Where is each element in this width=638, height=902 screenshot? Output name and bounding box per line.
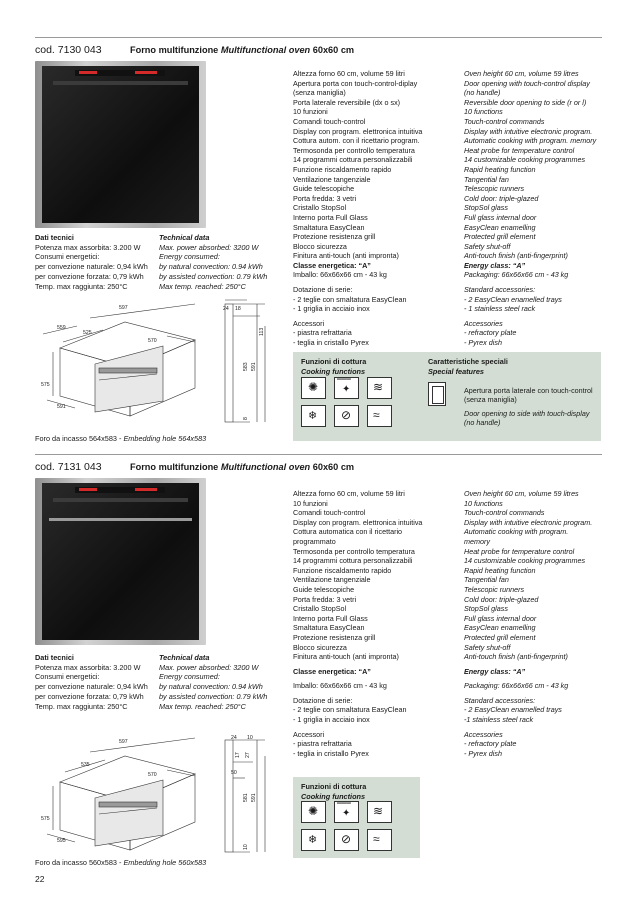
tech-heading: Dati tecnici <box>35 233 74 242</box>
spec-line: Touch-control commands <box>464 116 545 126</box>
spec-line: Energy class: “A” <box>464 260 526 270</box>
spec-line: Imballo: 66x66x66 cm - 43 kg <box>293 270 387 280</box>
dim-label: 10 <box>243 844 249 850</box>
tech-data-it <box>35 233 148 291</box>
dim-label: 24 <box>223 306 229 312</box>
oven-image <box>35 478 206 645</box>
dim-label: 113 <box>259 327 265 336</box>
spec-line: Smaltatura EasyClean <box>293 623 365 633</box>
spec-line: Interno porta Full Glass <box>293 212 368 222</box>
title-italic: Multifunctional oven <box>220 45 311 55</box>
top-rule <box>35 37 602 38</box>
panel-title: Funzioni di cottura <box>301 357 367 366</box>
dim-label: 570 <box>148 772 157 778</box>
spec-line: Display with intuitive electronic program. <box>464 126 593 136</box>
spec-line: Packaging: 66x66x66 cm - 43 kg <box>464 270 569 280</box>
spec-line: Ventilazione tangenziale <box>293 575 371 585</box>
spec-line: Classe energetica: “A” <box>293 260 371 270</box>
spec-line: Protezione resistenza grill <box>293 232 376 242</box>
tech-line: Max. power absorbed: 3200 W <box>159 662 259 672</box>
section-rule <box>35 454 602 455</box>
spec-line: Accessori <box>293 729 325 739</box>
spec-line: - piastra refrattaria <box>293 328 352 338</box>
spec-line: 14 programmi cottura personalizzabili <box>293 556 413 566</box>
spec-line: Display con program. elettronica intuitiva <box>293 517 423 527</box>
spec-line: Cold door: triple-glazed <box>464 594 539 604</box>
spec-line: Accessori <box>293 318 325 328</box>
spec-line: Heat probe for temperature control <box>464 145 575 155</box>
spec-line: Porta fredda: 3 vetri <box>293 193 357 203</box>
caption-en: Embedding hole 560x583 <box>123 858 207 867</box>
fan-icon: ✺ <box>301 801 326 823</box>
spec-line: Imballo: 66x66x66 cm - 43 kg <box>293 681 387 691</box>
tech-line: per convezione forzata: 0,79 kWh <box>35 271 144 281</box>
feature-line: (no handle) <box>464 418 501 428</box>
spec-line: - teglia in cristallo Pyrex <box>293 338 369 348</box>
dim-label: 535 <box>81 762 90 768</box>
dim-label: 17 <box>235 752 241 758</box>
spec-line: Apertura porta con touch-control-diplay <box>293 78 418 88</box>
spec-line: - piastra refrattaria <box>293 739 352 749</box>
dim-label: 591 <box>57 404 66 410</box>
dim-label: 597 <box>119 739 128 745</box>
spec-line: Automatic cooking with program. <box>464 527 569 537</box>
spec-line: - 2 teglie con smaltatura EasyClean <box>293 705 407 715</box>
title-prefix: Forno multifunzione <box>130 462 221 472</box>
spec-line: - 2 teglie con smaltatura EasyClean <box>293 294 407 304</box>
spec-line: Energy class: “A” <box>464 666 526 676</box>
panel-title: Funzioni di cottura <box>301 782 367 791</box>
spec-line: StopSol glass <box>464 604 508 614</box>
spec-line: Protected grill element <box>464 632 536 642</box>
panel-title: Caratteristiche speciali <box>428 357 508 366</box>
tech-line: Temp. max raggiunta: 250°C <box>35 701 128 711</box>
spec-line: - Pyrex dish <box>464 338 502 348</box>
tech-line: per convezione naturale: 0,94 kWh <box>35 682 148 692</box>
control-display <box>75 487 165 493</box>
tech-data-en <box>159 653 267 711</box>
spec-line: Display with intuitive electronic program. <box>464 517 593 527</box>
spec-line: Blocco sicurezza <box>293 642 347 652</box>
dim-label: 597 <box>119 305 128 311</box>
spec-line: Full glass internal door <box>464 212 537 222</box>
convection-waves-icon: ≋ <box>367 801 392 823</box>
spec-line: Reversible door opening to side (r or l) <box>464 97 587 107</box>
feature-line: Door opening to side with touch-display <box>464 408 590 418</box>
thermometer-grill-icon: ▔▔▔ ✦ <box>334 801 359 823</box>
spec-line: -1 stainless steel rack <box>464 715 534 725</box>
tech-line: Max. power absorbed: 3200 W <box>159 242 259 252</box>
spec-line: - 1 griglia in acciaio inox <box>293 304 370 314</box>
spec-line: Tangential fan <box>464 575 509 585</box>
spec-en <box>464 69 596 348</box>
convection-waves-icon: ≋ <box>367 377 392 399</box>
spec-line: EasyClean enamelling <box>464 623 536 633</box>
spec-line: Protezione resistenza grill <box>293 632 376 642</box>
spec-line: 14 programmi cottura personalizzabili <box>293 155 413 165</box>
spec-line: Cristallo StopSol <box>293 203 347 213</box>
spec-line: - refractory plate <box>464 328 517 338</box>
product-title <box>130 462 354 472</box>
spec-line: Porta fredda: 3 vetri <box>293 594 357 604</box>
dim-label: 591 <box>251 793 257 802</box>
spec-line: Safety shut-off <box>464 642 511 652</box>
spec-line: programmato <box>293 536 336 546</box>
defrost-icon: ❄ <box>301 829 326 851</box>
dim-label: 8 <box>243 417 249 420</box>
spec-line: Blocco sicurezza <box>293 241 347 251</box>
dim-label: 525 <box>83 330 92 336</box>
spec-line: Accessories <box>464 729 503 739</box>
caption-it: Foro da incasso 560x583 - <box>35 858 124 867</box>
spec-line: Guide telescopiche <box>293 184 355 194</box>
spec-line: Dotazione di serie: <box>293 285 353 295</box>
tech-heading: Technical data <box>159 653 210 662</box>
spec-en <box>464 489 592 758</box>
tech-line: by assisted convection: 0.79 kWh <box>159 271 268 281</box>
spec-line: Full glass internal door <box>464 613 537 623</box>
spec-line: Finitura anti-touch (anti impronta) <box>293 251 399 261</box>
spec-line: Display con program. elettronica intuitiva <box>293 126 423 136</box>
spec-line: Accessories <box>464 318 503 328</box>
spec-line: Dotazione di serie: <box>293 695 353 705</box>
title-suffix: 60x60 cm <box>310 45 355 55</box>
spec-line: Anti-touch finish (anti-fingerprint) <box>464 652 568 662</box>
tech-line: by natural convection: 0.94 kWh <box>159 682 263 692</box>
title-prefix: Forno multifunzione <box>130 45 221 55</box>
spec-line: memory <box>464 536 490 546</box>
spec-line: 14 customizable cooking programmes <box>464 556 586 566</box>
steam-waves-icon: ≈ <box>367 405 392 427</box>
product-title <box>130 45 354 55</box>
feature-line: Apertura porta laterale con touch-control <box>464 386 593 395</box>
spec-line: Cold door: triple-glazed <box>464 193 539 203</box>
embedding-caption <box>35 434 206 443</box>
rapid-heat-icon: ⊘ <box>334 405 359 427</box>
dim-label: 583 <box>243 362 249 371</box>
spec-line: Cottura automatica con il ricettario <box>293 527 403 537</box>
spec-line: Standard accessories: <box>464 285 536 295</box>
caption-it: Foro da incasso 564x583 - <box>35 434 124 443</box>
dim-label: 27 <box>245 752 251 758</box>
tech-line: Energy consumed: <box>159 672 220 682</box>
spec-line: Packaging: 66x66x66 cm - 43 kg <box>464 681 569 691</box>
tech-data-en <box>159 233 267 291</box>
tech-line: Potenza max assorbita: 3.200 W <box>35 242 141 252</box>
dim-label: 575 <box>41 816 50 822</box>
spec-it <box>293 489 422 758</box>
spec-line: Door opening with touch-control display <box>464 78 590 88</box>
caption-en: Embedding hole 564x583 <box>123 434 207 443</box>
spec-line: - 1 stainless steel rack <box>464 304 536 314</box>
tech-line: by natural convection: 0.94 kWh <box>159 262 263 272</box>
spec-line: Funzione riscaldamento rapido <box>293 565 392 575</box>
spec-line: EasyClean enamelling <box>464 222 536 232</box>
spec-line: Rapid heating function <box>464 164 536 174</box>
panel-title-en: Cooking functions <box>301 366 366 376</box>
spec-line: Anti-touch finish (anti-fingerprint) <box>464 251 568 261</box>
spec-line: Touch-control commands <box>464 508 545 518</box>
tech-line: Potenza max assorbita: 3.200 W <box>35 662 141 672</box>
tech-line: Max temp. reached: 250°C <box>159 701 246 711</box>
fan-icon: ✺ <box>301 377 326 399</box>
spec-line: Automatic cooking with program. memory <box>464 136 597 146</box>
spec-line: 14 customizable cooking programmes <box>464 155 586 165</box>
dim-label: 581 <box>243 793 249 802</box>
tech-line: Consumi energetici: <box>35 672 100 682</box>
steam-waves-icon: ≈ <box>367 829 392 851</box>
handle <box>49 518 192 521</box>
spec-line: Standard accessories: <box>464 695 536 705</box>
spec-line: - teglia in cristallo Pyrex <box>293 748 369 758</box>
spec-line: 10 funzioni <box>293 107 328 117</box>
spec-line: Oven height 60 cm, volume 59 litres <box>464 69 579 78</box>
spec-line: Classe energetica: “A” <box>293 666 371 676</box>
tech-heading: Dati tecnici <box>35 653 74 662</box>
defrost-icon: ❄ <box>301 405 326 427</box>
title-suffix: 60x60 cm <box>310 462 355 472</box>
rapid-heat-icon: ⊘ <box>334 829 359 851</box>
spec-line: Termosonda per controllo temperatura <box>293 546 415 556</box>
spec-line: Altezza forno 60 cm, volume 59 litri <box>293 489 405 498</box>
side-door-icon <box>428 382 446 406</box>
title-italic: Multifunctional oven <box>220 462 311 472</box>
spec-line: (no handle) <box>464 88 501 98</box>
spec-line: Comandi touch-control <box>293 116 366 126</box>
spec-line: Smaltatura EasyClean <box>293 222 365 232</box>
spec-line: Guide telescopiche <box>293 584 355 594</box>
tech-line: Energy consumed: <box>159 252 220 262</box>
spec-line: Telescopic runners <box>464 584 525 594</box>
product-code: cod. 7130 043 <box>35 44 102 56</box>
special-features-panel <box>420 352 601 441</box>
spec-line: Comandi touch-control <box>293 508 366 518</box>
product-code: cod. 7131 043 <box>35 461 102 473</box>
spec-line: Tangential fan <box>464 174 509 184</box>
spec-line: Cottura autom. con il ricettario program. <box>293 136 420 146</box>
tech-line: by assisted convection: 0.79 kWh <box>159 691 268 701</box>
dim-label: 591 <box>251 362 257 371</box>
control-display <box>75 70 165 76</box>
spec-line: Finitura anti-touch (anti impronta) <box>293 652 399 662</box>
spec-line: Rapid heating function <box>464 565 536 575</box>
spec-line: Oven height 60 cm, volume 59 litres <box>464 489 579 498</box>
spec-line: Telescopic runners <box>464 184 525 194</box>
spec-line: Porta laterale reversibile (dx o sx) <box>293 97 401 107</box>
spec-line: StopSol glass <box>464 203 508 213</box>
spec-line: - 2 EasyClean enamelled trays <box>464 294 562 304</box>
spec-line: - 1 griglia in acciaio inox <box>293 715 370 725</box>
spec-line: - refractory plate <box>464 739 517 749</box>
spec-line: Termosonda per controllo temperatura <box>293 145 415 155</box>
dim-label: 10 <box>247 735 253 741</box>
thermometer-grill-icon: ▔▔▔ ✦ <box>334 377 359 399</box>
spec-line: - Pyrex dish <box>464 748 502 758</box>
spec-line: Interno porta Full Glass <box>293 613 368 623</box>
panel-title-en: Special features <box>428 366 484 376</box>
spec-line: (senza maniglia) <box>293 88 346 98</box>
spec-line: Ventilazione tangenziale <box>293 174 371 184</box>
oven-image <box>35 61 206 228</box>
tech-line: per convezione naturale: 0,94 kWh <box>35 262 148 272</box>
tech-heading: Technical data <box>159 233 210 242</box>
dimension-drawing <box>35 732 275 856</box>
panel-title-en: Cooking functions <box>301 791 366 801</box>
spec-line: Funzione riscaldamento rapido <box>293 164 392 174</box>
spec-it <box>293 69 422 348</box>
tech-data-it <box>35 653 148 711</box>
dim-label: 575 <box>41 382 50 388</box>
spec-line: Cristallo StopSol <box>293 604 347 614</box>
spec-line: Altezza forno 60 cm, volume 59 litri <box>293 69 405 78</box>
spec-line: 10 functions <box>464 107 503 117</box>
dim-label: 559 <box>57 325 66 331</box>
tech-line: Max temp. reached: 250°C <box>159 281 246 291</box>
dim-label: 24 <box>231 735 237 741</box>
spec-line: 10 funzioni <box>293 498 328 508</box>
dim-label: 18 <box>235 306 241 312</box>
spec-line: 10 functions <box>464 498 503 508</box>
feature-line: (senza maniglia) <box>464 395 517 405</box>
dim-label: 570 <box>148 338 157 344</box>
spec-line: Safety shut-off <box>464 241 511 251</box>
dimension-drawing <box>35 296 275 426</box>
embedding-caption <box>35 858 206 867</box>
tech-line: Temp. max raggiunta: 250°C <box>35 281 128 291</box>
tech-line: per convezione forzata: 0,79 kWh <box>35 691 144 701</box>
dim-label: 50 <box>231 770 237 776</box>
dim-label: 595 <box>57 838 66 844</box>
spec-line: - 2 EasyClean enamelled trays <box>464 705 562 715</box>
spec-line: Heat probe for temperature control <box>464 546 575 556</box>
page-number: 22 <box>35 874 45 884</box>
spec-line: Protected grill element <box>464 232 536 242</box>
tech-line: Consumi energetici: <box>35 252 100 262</box>
